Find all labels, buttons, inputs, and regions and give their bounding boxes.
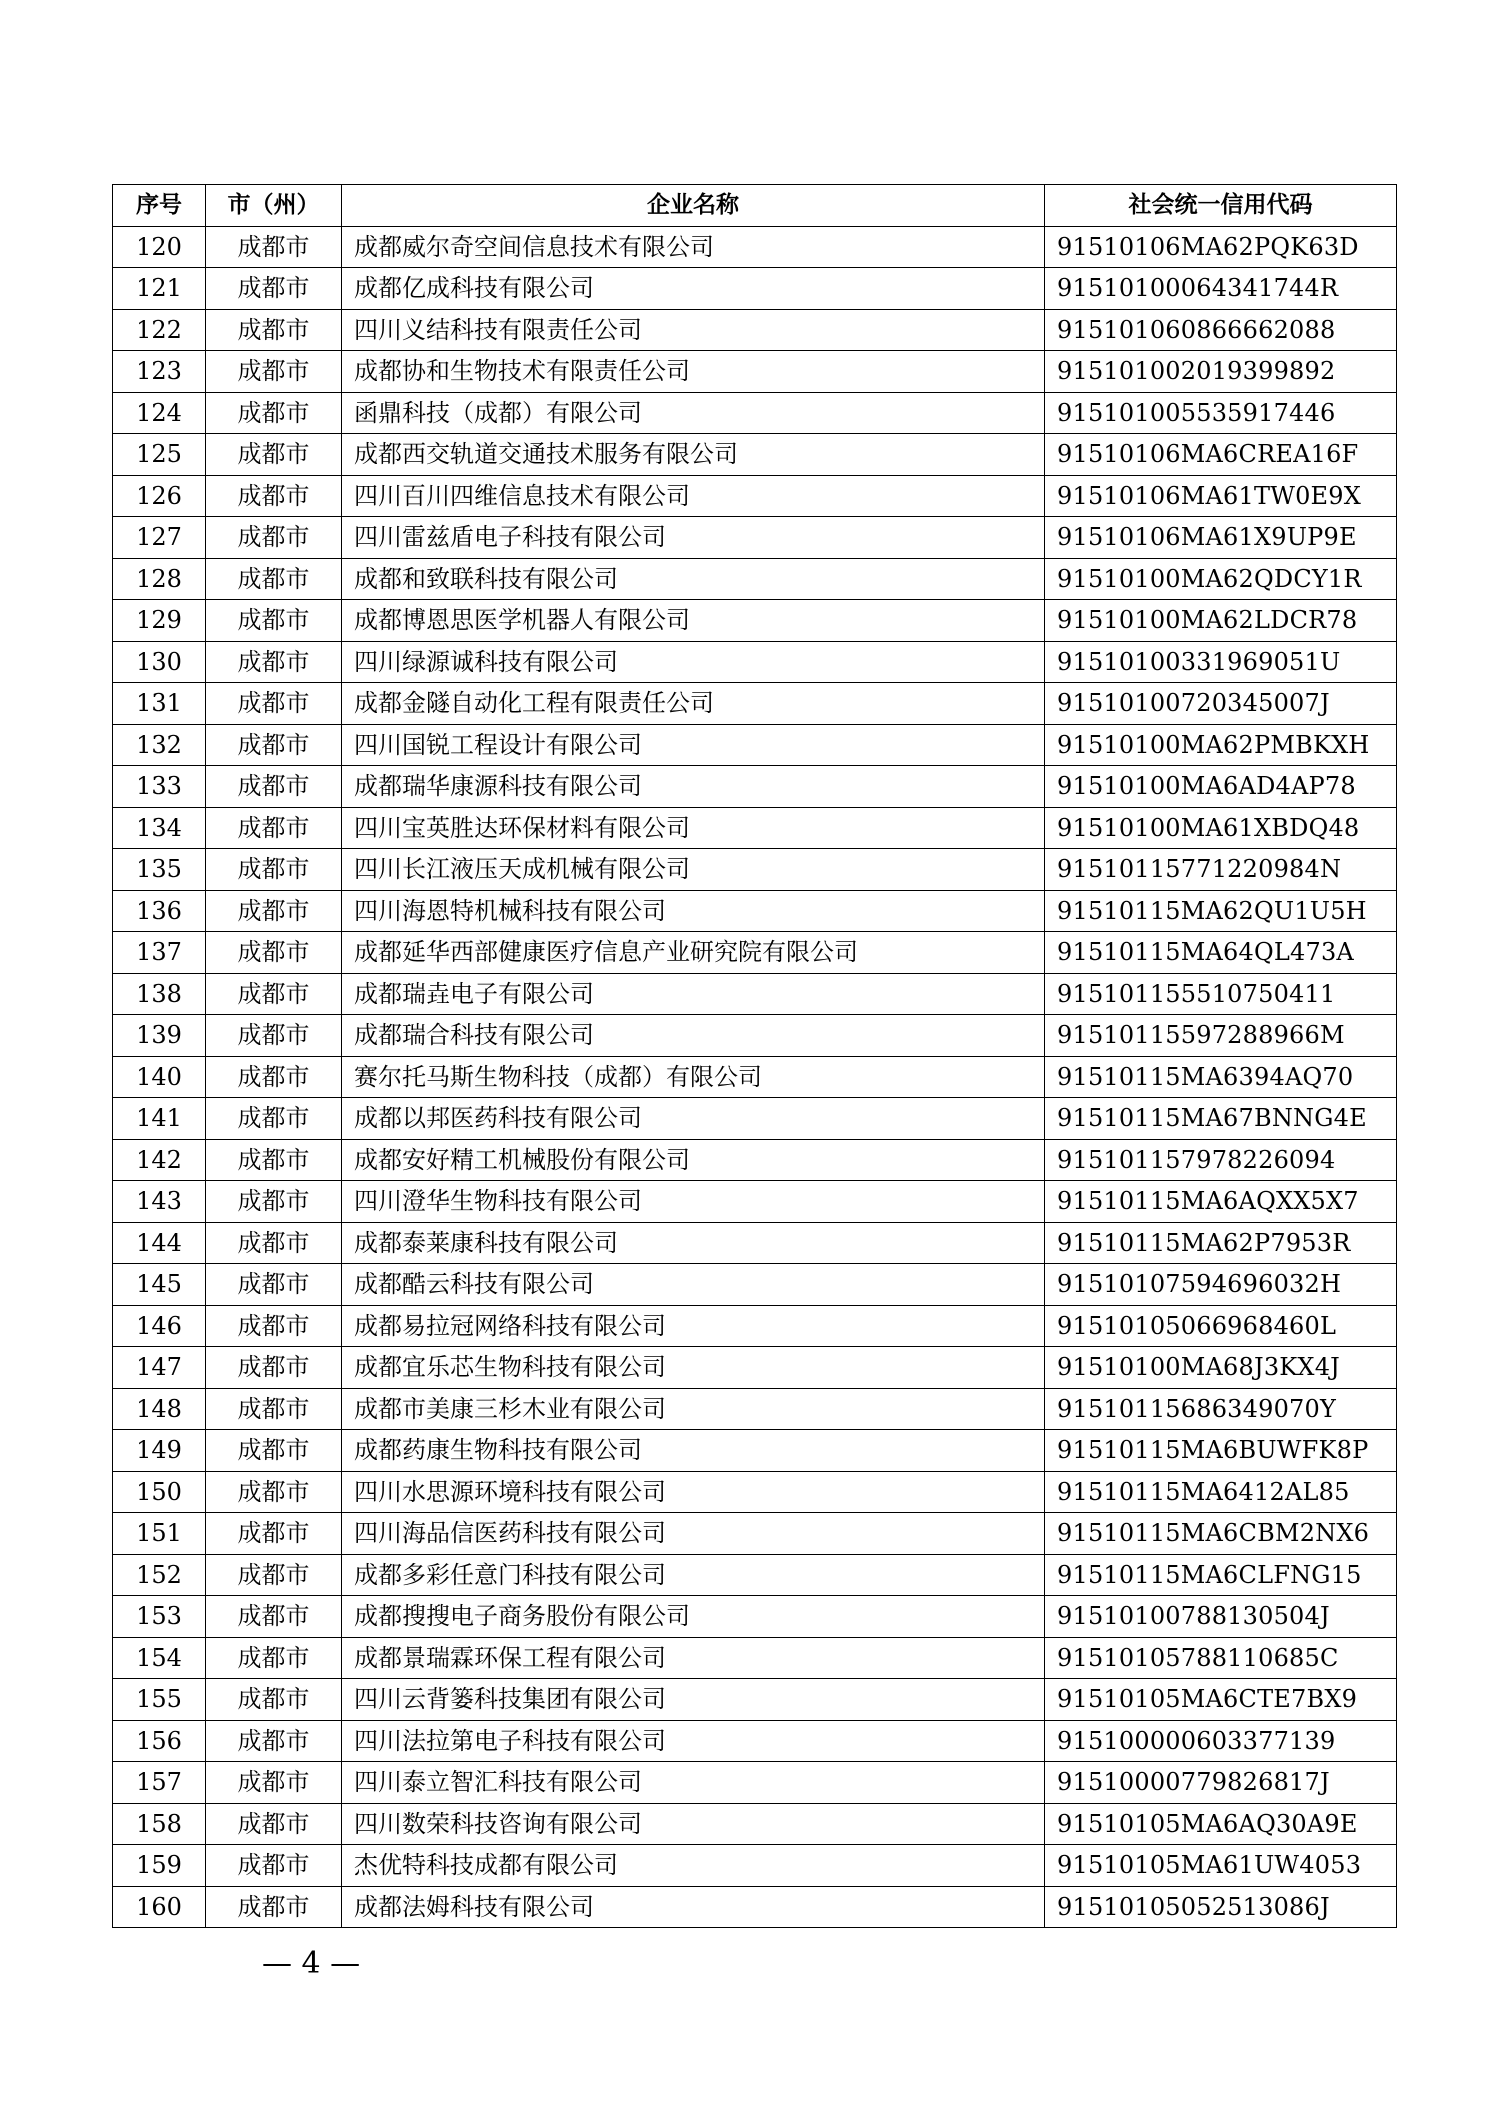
row-company-name: 成都药康生物科技有限公司 [342,1430,1045,1472]
row-company-name: 成都搜搜电子商务股份有限公司 [342,1596,1045,1638]
row-seq: 124 [113,392,206,434]
row-company-name: 四川数荣科技咨询有限公司 [342,1803,1045,1845]
row-seq: 133 [113,766,206,808]
row-company-name: 成都和致联科技有限公司 [342,558,1045,600]
row-seq: 137 [113,932,206,974]
row-credit-code: 91510100MA68J3KX4J [1045,1347,1397,1389]
row-seq: 154 [113,1637,206,1679]
row-credit-code: 91510106MA61X9UP9E [1045,517,1397,559]
table-row [113,600,1397,642]
table-row [113,1015,1397,1057]
header-name: 企业名称 [342,185,1045,227]
row-credit-code: 91510115MA6394AQ70 [1045,1056,1397,1098]
row-seq: 143 [113,1181,206,1223]
table-row [113,1181,1397,1223]
row-company-name: 成都宜乐芯生物科技有限公司 [342,1347,1045,1389]
row-seq: 160 [113,1886,206,1928]
row-company-name: 成都西交轨道交通技术服务有限公司 [342,434,1045,476]
row-city: 成都市 [206,517,342,559]
row-company-name: 四川雷兹盾电子科技有限公司 [342,517,1045,559]
row-city: 成都市 [206,1762,342,1804]
row-company-name: 四川海恩特机械科技有限公司 [342,890,1045,932]
row-credit-code: 91510107594696032H [1045,1264,1397,1306]
row-city: 成都市 [206,1513,342,1555]
enterprise-table [112,184,1397,1928]
table-row [113,1222,1397,1264]
table-row [113,1762,1397,1804]
table-row [113,1305,1397,1347]
row-city: 成都市 [206,1886,342,1928]
row-city: 成都市 [206,558,342,600]
table-row [113,1430,1397,1472]
table-row [113,517,1397,559]
row-city: 成都市 [206,849,342,891]
row-credit-code: 91510105788110685C [1045,1637,1397,1679]
row-company-name: 四川宝英胜达环保材料有限公司 [342,807,1045,849]
header-city: 市（州） [206,185,342,227]
row-company-name: 四川义结科技有限责任公司 [342,309,1045,351]
row-seq: 148 [113,1388,206,1430]
row-city: 成都市 [206,766,342,808]
row-seq: 130 [113,641,206,683]
row-company-name: 四川澄华生物科技有限公司 [342,1181,1045,1223]
row-seq: 152 [113,1554,206,1596]
row-company-name: 四川绿源诚科技有限公司 [342,641,1045,683]
row-seq: 120 [113,226,206,268]
row-seq: 138 [113,973,206,1015]
row-credit-code: 91510100MA62PMBKXH [1045,724,1397,766]
row-credit-code: 91510106MA61TW0E9X [1045,475,1397,517]
row-city: 成都市 [206,600,342,642]
row-city: 成都市 [206,1015,342,1057]
row-company-name: 成都协和生物技术有限责任公司 [342,351,1045,393]
row-seq: 151 [113,1513,206,1555]
header-code: 社会统一信用代码 [1045,185,1397,227]
row-company-name: 四川百川四维信息技术有限公司 [342,475,1045,517]
row-credit-code: 91510100MA62LDCR78 [1045,600,1397,642]
row-credit-code: 91510115686349070Y [1045,1388,1397,1430]
row-credit-code: 91510100MA6AD4AP78 [1045,766,1397,808]
row-company-name: 四川水思源环境科技有限公司 [342,1471,1045,1513]
table-row [113,1803,1397,1845]
row-city: 成都市 [206,1430,342,1472]
row-city: 成都市 [206,1720,342,1762]
row-company-name: 成都市美康三杉木业有限公司 [342,1388,1045,1430]
row-seq: 145 [113,1264,206,1306]
row-city: 成都市 [206,1803,342,1845]
row-company-name: 四川海品信医药科技有限公司 [342,1513,1045,1555]
table-row [113,475,1397,517]
row-credit-code: 91510105MA6AQ30A9E [1045,1803,1397,1845]
row-city: 成都市 [206,392,342,434]
row-credit-code: 91510106MA6CREA16F [1045,434,1397,476]
row-credit-code: 91510115MA6CBM2NX6 [1045,1513,1397,1555]
table-row [113,351,1397,393]
table-row [113,1056,1397,1098]
row-city: 成都市 [206,890,342,932]
row-seq: 156 [113,1720,206,1762]
table-row [113,1139,1397,1181]
table-row [113,1098,1397,1140]
row-credit-code: 915101005535917446 [1045,392,1397,434]
row-city: 成都市 [206,1679,342,1721]
row-credit-code: 91510000779826817J [1045,1762,1397,1804]
row-city: 成都市 [206,1388,342,1430]
row-seq: 121 [113,268,206,310]
table-row [113,1637,1397,1679]
table-row [113,1347,1397,1389]
row-credit-code: 91510115MA67BNNG4E [1045,1098,1397,1140]
row-credit-code: 91510100720345007J [1045,683,1397,725]
row-seq: 129 [113,600,206,642]
row-city: 成都市 [206,724,342,766]
row-city: 成都市 [206,1637,342,1679]
row-city: 成都市 [206,1056,342,1098]
table-row [113,849,1397,891]
table-row [113,807,1397,849]
table-row [113,268,1397,310]
row-credit-code: 91510100MA61XBDQ48 [1045,807,1397,849]
table-row [113,724,1397,766]
row-city: 成都市 [206,226,342,268]
row-credit-code: 91510105066968460L [1045,1305,1397,1347]
row-credit-code: 915100000603377139 [1045,1720,1397,1762]
table-row [113,1264,1397,1306]
row-seq: 159 [113,1845,206,1887]
row-company-name: 赛尔托马斯生物科技（成都）有限公司 [342,1056,1045,1098]
table-row [113,309,1397,351]
row-seq: 131 [113,683,206,725]
row-company-name: 成都威尔奇空间信息技术有限公司 [342,226,1045,268]
row-company-name: 成都金隧自动化工程有限责任公司 [342,683,1045,725]
row-credit-code: 91510115MA64QL473A [1045,932,1397,974]
row-city: 成都市 [206,1347,342,1389]
row-city: 成都市 [206,1181,342,1223]
row-seq: 158 [113,1803,206,1845]
table-row [113,932,1397,974]
row-city: 成都市 [206,1554,342,1596]
row-credit-code: 91510100064341744R [1045,268,1397,310]
row-city: 成都市 [206,268,342,310]
row-credit-code: 91510105052513086J [1045,1886,1397,1928]
table-row [113,1720,1397,1762]
row-seq: 136 [113,890,206,932]
row-company-name: 成都景瑞霖环保工程有限公司 [342,1637,1045,1679]
table-row [113,1471,1397,1513]
row-company-name: 成都延华西部健康医疗信息产业研究院有限公司 [342,932,1045,974]
row-seq: 141 [113,1098,206,1140]
row-seq: 126 [113,475,206,517]
row-seq: 128 [113,558,206,600]
row-company-name: 函鼎科技（成都）有限公司 [342,392,1045,434]
row-seq: 139 [113,1015,206,1057]
row-company-name: 成都瑞垚电子有限公司 [342,973,1045,1015]
row-credit-code: 91510105MA6CTE7BX9 [1045,1679,1397,1721]
table-row [113,1388,1397,1430]
table-row [113,890,1397,932]
row-company-name: 杰优特科技成都有限公司 [342,1845,1045,1887]
row-city: 成都市 [206,1264,342,1306]
row-credit-code: 91510106MA62PQK63D [1045,226,1397,268]
table-body [113,226,1397,1928]
row-city: 成都市 [206,1139,342,1181]
row-company-name: 成都瑞华康源科技有限公司 [342,766,1045,808]
row-company-name: 四川云背篓科技集团有限公司 [342,1679,1045,1721]
row-company-name: 成都法姆科技有限公司 [342,1886,1045,1928]
table-row [113,1886,1397,1928]
row-city: 成都市 [206,1471,342,1513]
row-credit-code: 91510115MA6AQXX5X7 [1045,1181,1397,1223]
row-company-name: 成都泰莱康科技有限公司 [342,1222,1045,1264]
table-row [113,1554,1397,1596]
row-city: 成都市 [206,475,342,517]
row-seq: 140 [113,1056,206,1098]
row-credit-code: 91510115MA6412AL85 [1045,1471,1397,1513]
row-seq: 153 [113,1596,206,1638]
row-company-name: 四川长江液压天成机械有限公司 [342,849,1045,891]
row-city: 成都市 [206,1222,342,1264]
row-company-name: 四川法拉第电子科技有限公司 [342,1720,1045,1762]
row-credit-code: 91510115MA62QU1U5H [1045,890,1397,932]
row-seq: 135 [113,849,206,891]
row-credit-code: 915101002019399892 [1045,351,1397,393]
row-seq: 146 [113,1305,206,1347]
table-row [113,226,1397,268]
row-credit-code: 915101060866662088 [1045,309,1397,351]
row-city: 成都市 [206,641,342,683]
row-credit-code: 91510115597288966M [1045,1015,1397,1057]
table-row [113,641,1397,683]
row-credit-code: 91510115771220984N [1045,849,1397,891]
row-credit-code: 91510115MA6BUWFK8P [1045,1430,1397,1472]
row-seq: 149 [113,1430,206,1472]
row-company-name: 成都以邦医药科技有限公司 [342,1098,1045,1140]
row-seq: 132 [113,724,206,766]
row-company-name: 四川国锐工程设计有限公司 [342,724,1045,766]
row-city: 成都市 [206,309,342,351]
row-city: 成都市 [206,1305,342,1347]
table-row [113,766,1397,808]
row-company-name: 成都酷云科技有限公司 [342,1264,1045,1306]
row-city: 成都市 [206,932,342,974]
table-row [113,434,1397,476]
row-credit-code: 91510115MA6CLFNG15 [1045,1554,1397,1596]
row-company-name: 成都瑞合科技有限公司 [342,1015,1045,1057]
row-city: 成都市 [206,807,342,849]
page-number: — 4 — [262,1946,361,1981]
row-seq: 122 [113,309,206,351]
row-seq: 134 [113,807,206,849]
row-seq: 157 [113,1762,206,1804]
row-company-name: 成都多彩任意门科技有限公司 [342,1554,1045,1596]
row-credit-code: 91510105MA61UW4053 [1045,1845,1397,1887]
row-company-name: 成都易拉冠网络科技有限公司 [342,1305,1045,1347]
row-credit-code: 91510115MA62P7953R [1045,1222,1397,1264]
table-row [113,683,1397,725]
row-city: 成都市 [206,1596,342,1638]
row-seq: 150 [113,1471,206,1513]
row-company-name: 成都安好精工机械股份有限公司 [342,1139,1045,1181]
row-seq: 127 [113,517,206,559]
row-city: 成都市 [206,1845,342,1887]
row-credit-code: 915101157978226094 [1045,1139,1397,1181]
table-row [113,558,1397,600]
row-city: 成都市 [206,351,342,393]
table-row [113,1679,1397,1721]
row-company-name: 成都亿成科技有限公司 [342,268,1045,310]
table-header-row [113,185,1397,227]
row-company-name: 成都博恩思医学机器人有限公司 [342,600,1045,642]
row-seq: 125 [113,434,206,476]
row-seq: 142 [113,1139,206,1181]
header-seq: 序号 [113,185,206,227]
row-credit-code: 91510100331969051U [1045,641,1397,683]
table-row [113,1513,1397,1555]
row-city: 成都市 [206,1098,342,1140]
table-row [113,1845,1397,1887]
row-credit-code: 91510100788130504J [1045,1596,1397,1638]
row-seq: 147 [113,1347,206,1389]
row-city: 成都市 [206,434,342,476]
row-seq: 144 [113,1222,206,1264]
row-credit-code: 915101155510750411 [1045,973,1397,1015]
table-row [113,1596,1397,1638]
row-company-name: 四川泰立智汇科技有限公司 [342,1762,1045,1804]
table-row [113,973,1397,1015]
row-city: 成都市 [206,973,342,1015]
row-city: 成都市 [206,683,342,725]
row-seq: 123 [113,351,206,393]
row-seq: 155 [113,1679,206,1721]
row-credit-code: 91510100MA62QDCY1R [1045,558,1397,600]
table-row [113,392,1397,434]
